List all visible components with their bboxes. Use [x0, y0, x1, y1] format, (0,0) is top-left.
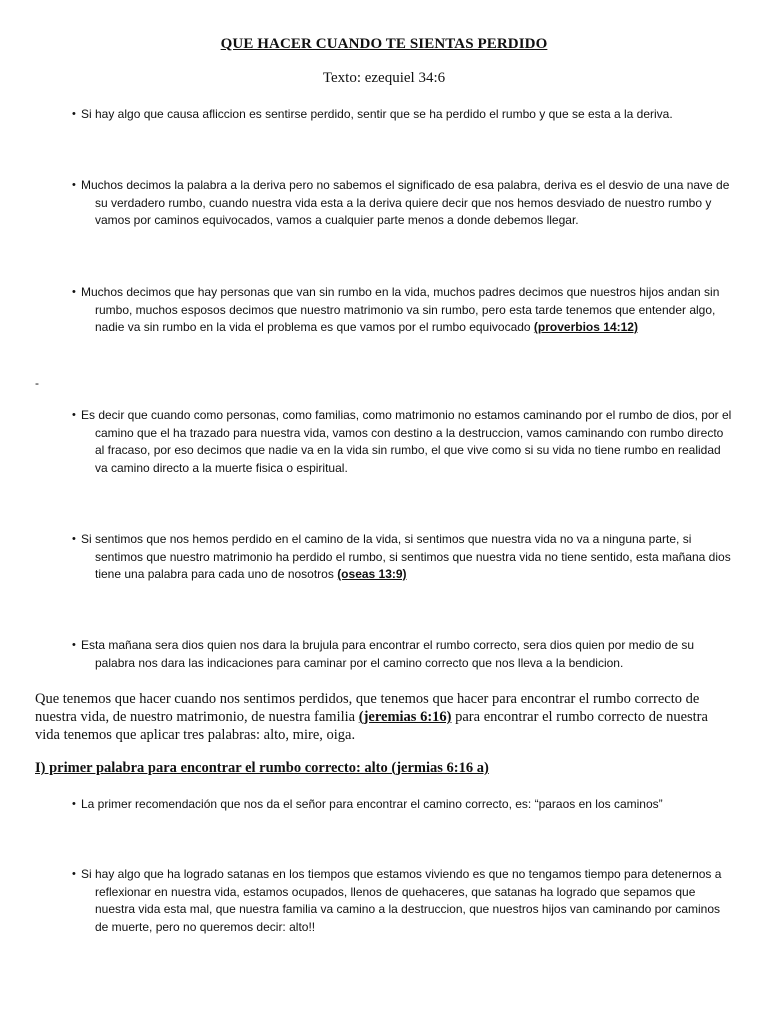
bullet-dot: •: [72, 108, 76, 120]
bullet-item: [72, 531, 736, 584]
bullet-text: Esta mañana sera dios quien nos dara la brujula para encontrar el rumbo correcto, sera dios quien por medio de su palabra nos dara las indicaciones para caminar por el camino correcto que nos lleva a la bendicion.: [81, 638, 695, 670]
bullet-text: Es decir que cuando como personas, como familias, como matrimonio no estamos caminando por el rumbo de dios, por el camino que el ha trazado para nuestra vida, vamos con destino a la destruccion, vamos caminando con rumbo directo al fracaso, por eso decimos que nadie va en la vida sin rumbo, el que vive como si su vida no tiene rumbo en realidad va camino directo a la muerte fisica o espiritual.: [81, 408, 732, 475]
bullet-dot: •: [72, 868, 76, 880]
bullet-dot: •: [72, 533, 76, 545]
bullet-text: Muchos decimos la palabra a la deriva pero no sabemos el significado de esa palabra, deriva es el desvio de una nave de su verdadero rumbo, cuando nuestra vida esta a la deriva quiere decir que nos hemos desviado de nuestro rumbo y vamos por caminos equivocados, vamos a cualquier parte menos a donde debemos llegar.: [81, 178, 730, 227]
bullet-item: [72, 796, 736, 814]
bullet-text: Si sentimos que nos hemos perdido en el camino de la vida, si sentimos que nuestra vida no va a ninguna parte, si sentimos que nuestro matrimonio ha perdido el rumbo, si sentimos que nuestra vida no tiene sentido, esta mañana dios tiene una palabra para cada uno de nosotros: [81, 532, 731, 581]
bullet-dot: •: [72, 179, 76, 191]
bullet-text: Muchos decimos que hay personas que van sin rumbo en la vida, muchos padres decimos que nuestros hijos andan sin rumbo, muchos esposos decimos que nuestro matrimonio va sin rumbo, pero esta tarde tenemos que entender algo, nadie va sin rumbo en la vida el problema es que vamos por el rumbo equivocado: [81, 285, 720, 334]
bullet-text: Si hay algo que causa afliccion es sentirse perdido, sentir que se ha perdido el rumbo y que se esta a la deriva.: [81, 107, 673, 121]
scripture-reference: (oseas 13:9): [337, 567, 407, 581]
bullet-item: [72, 866, 736, 936]
bullet-item: [72, 637, 736, 672]
paragraph-text: para encontrar el rumbo correcto de nuestra vida tenemos que aplicar tres palabras: alto, mire, oiga.: [35, 709, 708, 743]
scripture-reference: (proverbios 14:12): [533, 320, 638, 334]
document-title: QUE HACER CUANDO TE SIENTAS PERDIDO: [220, 36, 548, 52]
body-paragraph: [35, 690, 735, 744]
stray-dash: -: [35, 376, 39, 390]
bullet-text: La primer recomendación que nos da el señor para encontrar el camino correcto, es: “paraos en los caminos”: [81, 797, 663, 811]
bullet-item: [72, 407, 736, 477]
bullet-item: [72, 284, 736, 337]
document-subtitle: Texto: ezequiel 34:6: [322, 70, 446, 86]
scripture-reference: (jeremias 6:16): [358, 709, 452, 725]
bullet-item: [72, 177, 736, 230]
bullet-dot: •: [72, 798, 76, 810]
section-heading: I) primer palabra para encontrar el rumbo correcto: alto (jermias 6:16 a): [35, 760, 489, 776]
paragraph-text: Que tenemos que hacer cuando nos sentimos perdidos, que tenemos que hacer para encontrar el rumbo correcto de nuestra vida, de nuestro matrimonio, de nuestra familia: [35, 691, 700, 725]
bullet-dot: •: [72, 409, 76, 421]
bullet-dot: •: [72, 639, 76, 651]
bullet-dot: •: [72, 286, 76, 298]
bullet-item: [72, 106, 736, 124]
bullet-text: Si hay algo que ha logrado satanas en los tiempos que estamos viviendo es que no tengamos tiempo para detenernos a reflexionar en nuestra vida, estamos ocupados, llenos de quehaceres, que satanas ha logrado que sepamos que nuestra vida esta mal, que nuestra familia va camino a la destruccion, que nuestros hijos van caminando por caminos de muerte, pero no queremos decir: alto!!: [81, 867, 722, 934]
